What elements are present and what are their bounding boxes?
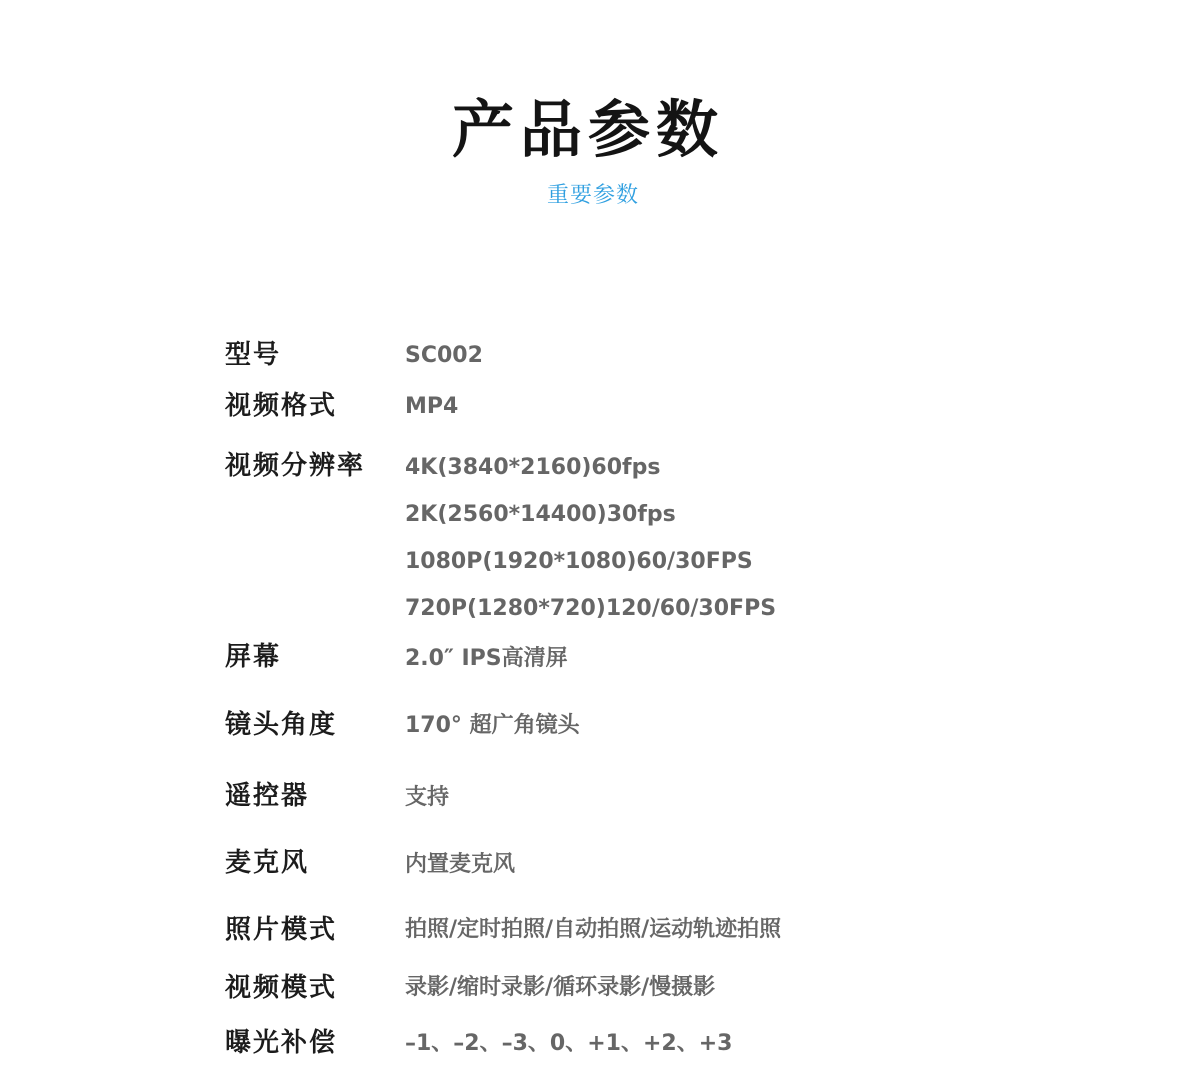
spec-value-video-mode: 录影/缩时录影/循环录影/慢摄影 [405, 975, 716, 1000]
spec-value-photo-mode: 拍照/定时拍照/自动拍照/运动轨迹拍照 [405, 917, 782, 942]
spec-label-video-mode: 视频模式 [225, 973, 338, 1003]
spec-value-microphone: 内置麦克风 [405, 852, 516, 877]
spec-value-resolution-1080p: 1080P(1920*1080)60/30FPS [405, 549, 753, 574]
spec-value-model: SC002 [405, 343, 483, 368]
page-title: 产品参数 [451, 93, 724, 166]
spec-value-resolution-2k: 2K(2560*14400)30fps [405, 502, 676, 527]
spec-value-remote-control: 支持 [405, 785, 450, 810]
spec-value-lens-angle: 170° 超广角镜头 [405, 713, 580, 738]
page-subtitle: 重要参数 [546, 183, 639, 208]
spec-label-remote-control: 遥控器 [225, 781, 310, 811]
spec-value-screen: 2.0″ IPS高清屏 [405, 646, 568, 671]
spec-label-lens-angle: 镜头角度 [225, 710, 338, 740]
spec-label-video-format: 视频格式 [225, 391, 338, 421]
spec-value-exposure-compensation: –1、–2、–3、0、+1、+2、+3 [405, 1031, 733, 1056]
spec-label-photo-mode: 照片模式 [225, 915, 338, 945]
spec-value-resolution-720p: 720P(1280*720)120/60/30FPS [405, 596, 777, 621]
spec-label-microphone: 麦克风 [225, 848, 310, 878]
spec-value-video-format: MP4 [405, 394, 459, 419]
spec-label-video-resolution: 视频分辨率 [225, 451, 366, 481]
spec-label-exposure-compensation: 曝光补偿 [225, 1028, 338, 1058]
spec-label-screen: 屏幕 [225, 642, 282, 672]
spec-label-model: 型号 [225, 340, 282, 370]
spec-value-resolution-4k: 4K(3840*2160)60fps [405, 455, 661, 480]
